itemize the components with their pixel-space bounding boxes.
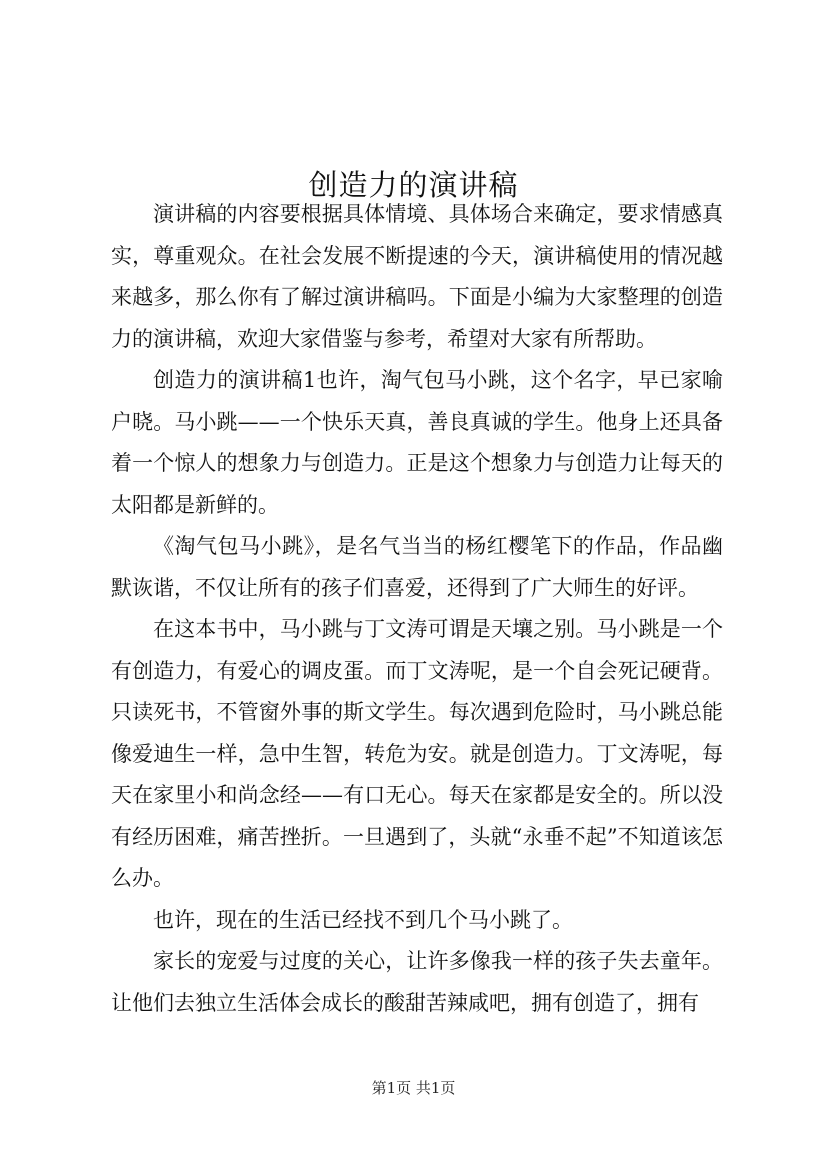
paragraph-reflection: 也许，现在的生活已经找不到几个马小跳了。 [153, 907, 573, 932]
paragraph-speech-1: 创造力的演讲稿1也许，淘气包马小跳，这个名字，早已家喻户晓。马小跳——一个快乐天真，善良真诚的学生。他身上还具备着一个惊人的想象力与创造力。正是这个想象力与创造力让每天的太阳都是新鲜的。 [111, 368, 723, 517]
paragraph-comparison: 在这本书中，马小跳与丁文涛可谓是天壤之别。马小跳是一个有创造力，有爱心的调皮蛋。而丁文涛呢，是一个自会死记硬背。只读死书，不管窗外事的斯文学生。每次遇到危险时，马小跳总能像爱迪生一样，急中生智，转危为安。就是创造力。丁文涛呢，每天在家里小和尚念经——有口无心。每天在家都是安全的。所以没有经历困难，痛苦挫折。一旦遇到了，头就“永垂不起”不知道该怎么办。 [111, 617, 723, 890]
document-title: 创造力的演讲稿 [308, 168, 519, 203]
paragraph-intro: 演讲稿的内容要根据具体情境、具体场合来确定，要求情感真实，尊重观众。在社会发展不断提速的今天，演讲稿使用的情况越来越多，那么你有了解过演讲稿吗。下面是小编为大家整理的创造力的演讲稿，欢迎大家借鉴与参考，希望对大家有所帮助。 [111, 202, 723, 351]
paragraph-book-intro: 《淘气包马小跳》，是名气当当的杨红樱笔下的作品，作品幽默诙谐，不仅让所有的孩子们喜爱，还得到了广大师生的好评。 [111, 534, 723, 600]
document-body [111, 194, 723, 1024]
paragraph-parents: 家长的宠爱与过度的关心，让许多像我一样的孩子失去童年。让他们去独立生活体会成长的酸甜苦辣咸吧，拥有创造了，拥有 [111, 949, 723, 1015]
page-footer: 第1页 共1页 [371, 1079, 456, 1097]
